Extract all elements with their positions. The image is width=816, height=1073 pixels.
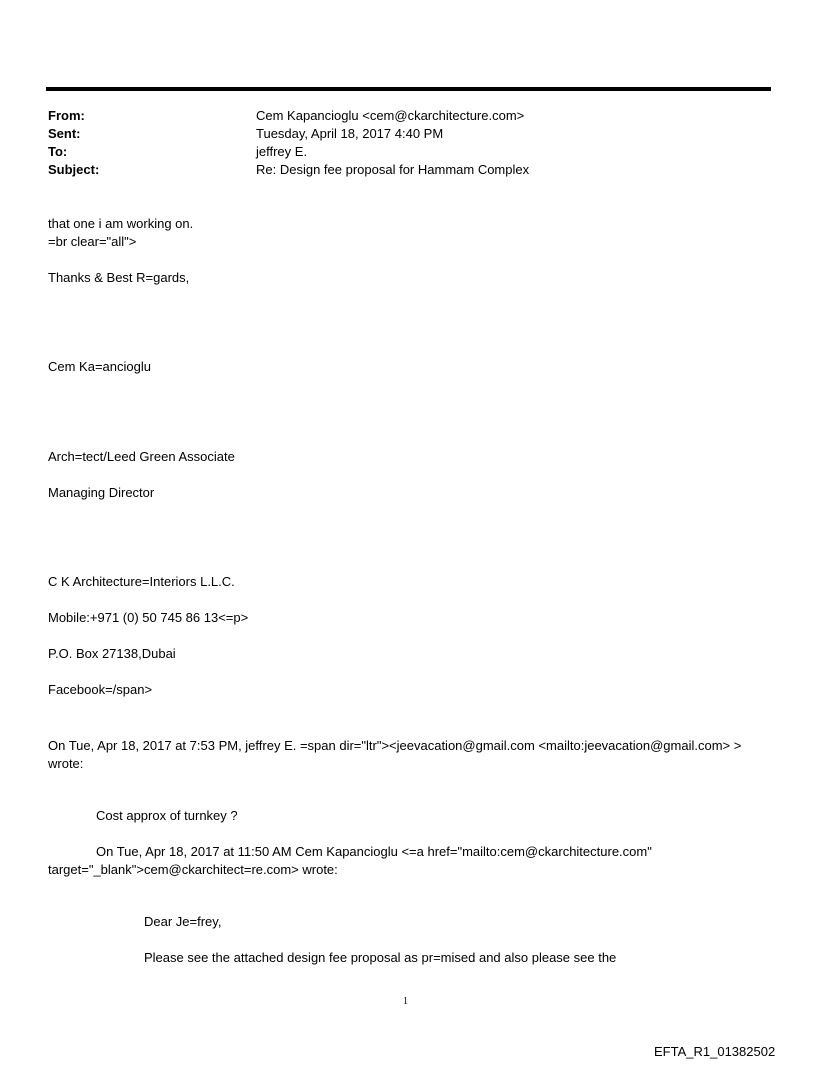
from-value: Cem Kapancioglu <cem@ckarchitecture.com> xyxy=(256,108,525,123)
quote-1-text: Cost approx of turnkey ? xyxy=(96,808,238,823)
quote-2-intro: On Tue, Apr 18, 2017 at 11:50 AM Cem Kapancioglu <=a href="mailto:cem@ckarchitecture.com" target="_blank">cem@ckarchitect=re.com> wrote: xyxy=(48,844,652,877)
sent-label: Sent: xyxy=(48,126,81,141)
sender-title-1: Arch=tect/Leed Green Associate xyxy=(48,449,235,464)
page-number: 1 xyxy=(403,996,408,1007)
header-rule xyxy=(46,87,771,91)
document-id: EFTA_R1_01382502 xyxy=(654,1044,776,1059)
sender-name: Cem Ka=ancioglu xyxy=(48,359,151,374)
company-name: C K Architecture=Interiors L.L.C. xyxy=(48,574,235,589)
subject-label: Subject: xyxy=(48,162,100,177)
greeting: Dear Je=frey, xyxy=(144,914,222,929)
quote-1-intro: On Tue, Apr 18, 2017 at 7:53 PM, jeffrey E. =span dir="ltr"><jeevacation@gmail.com <mailto:jeevacation@gmail.com> > wrote: xyxy=(48,738,742,771)
to-label: To: xyxy=(48,144,68,159)
subject-value: Re: Design fee proposal for Hammam Complex xyxy=(256,162,530,177)
mobile-number: Mobile:+971 (0) 50 745 86 13<=p> xyxy=(48,610,249,625)
from-label: From: xyxy=(48,108,85,123)
proposal-text: Please see the attached design fee proposal as pr=mised and also please see the xyxy=(144,950,617,965)
facebook-link: Facebook=/span> xyxy=(48,682,153,697)
sender-title-2: Managing Director xyxy=(48,485,155,500)
body-line-1: that one i am working on. xyxy=(48,216,194,231)
sent-value: Tuesday, April 18, 2017 4:40 PM xyxy=(256,126,444,141)
to-value: jeffrey E. xyxy=(256,144,308,159)
body-line-2: =br clear="all"> xyxy=(48,234,137,249)
signoff: Thanks & Best R=gards, xyxy=(48,270,190,285)
po-box: P.O. Box 27138,Dubai xyxy=(48,646,176,661)
